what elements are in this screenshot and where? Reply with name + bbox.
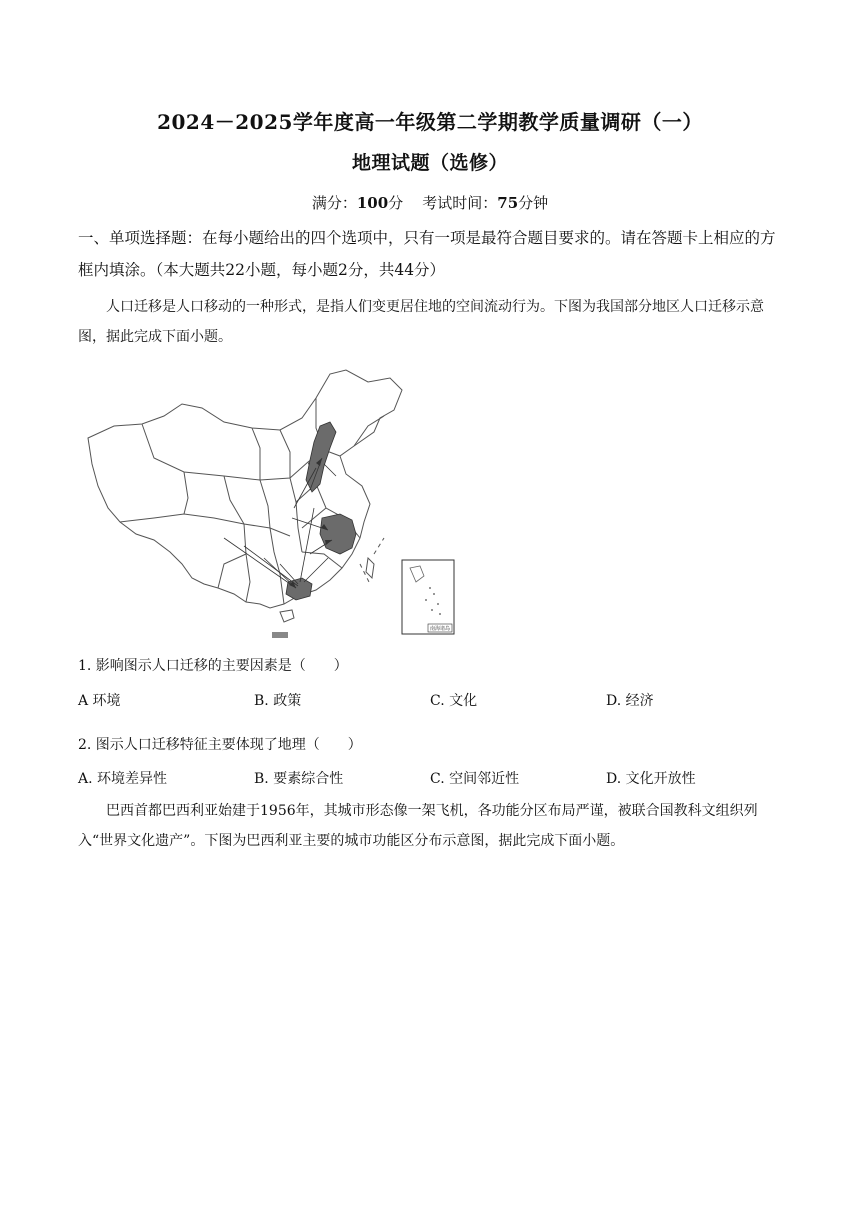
migration-arrow (224, 538, 296, 588)
exam-subtitle: 地理试题（选修） (351, 152, 508, 174)
exam-meta (0, 192, 860, 213)
option-c[interactable]: C. 文化 (430, 693, 478, 709)
china-migration-map (84, 368, 484, 640)
inset-label: 南海诸岛 (429, 626, 451, 632)
exam-title: 2024－2025学年度高一年级第二学期教学质量调研（一） (157, 110, 703, 134)
migration-arrow (304, 558, 328, 582)
south-china-sea-inset (402, 560, 454, 634)
china-outline (88, 370, 402, 608)
option-c[interactable]: C. 空间邻近性 (430, 771, 520, 787)
time-label: 考试时间： (422, 194, 498, 212)
question-2-stem: 2. 图示人口迁移特征主要体现了地理（ ） (78, 737, 362, 753)
option-d[interactable]: D. 经济 (606, 693, 654, 709)
option-b[interactable]: B. 政策 (254, 693, 302, 709)
time-value: 75 (497, 194, 519, 212)
migration-arrow (324, 464, 336, 476)
option-d[interactable]: D. 文化开放性 (606, 771, 696, 787)
time-unit: 分钟 (518, 194, 549, 212)
option-a[interactable]: A. 环境差异性 (78, 771, 168, 787)
hainan-island (280, 610, 294, 622)
score-unit: 分 (388, 194, 404, 212)
passage-brasilia: 巴西首都巴西利亚始建于1956年，其城市形态像一架飞机，各功能分区布局严谨，被联合国教科文组织列入“世界文化遗产”。下图为巴西利亚主要的城市功能区分布示意图，据此完成下面小题。 (78, 803, 758, 849)
section-heading: 一、单项选择题：在每小题给出的四个选项中，只有一项是最符合题目要求的。请在答题卡上相应的方框内填涂。（本大题共22小题，每小题2分，共44分） (78, 229, 776, 279)
option-a[interactable]: A 环境 (78, 693, 121, 709)
region-beijing-hebei (306, 422, 336, 492)
migration-arrow (244, 546, 298, 586)
migration-arrow (300, 508, 314, 582)
region-pearl-delta (286, 578, 312, 600)
question-2-options (78, 768, 780, 788)
option-b[interactable]: B. 要素综合性 (254, 771, 344, 787)
region-yangtze-delta (320, 514, 356, 554)
question-1-stem: 1. 影响图示人口迁移的主要因素是（ ） (78, 658, 348, 674)
taiwan-island (366, 558, 374, 578)
question-1-options (78, 690, 780, 710)
passage-migration: 人口迁移是人口移动的一种形式，是指人们变更居住地的空间流动行为。下图为我国部分地区人口迁移示意图，据此完成下面小题。 (78, 299, 764, 345)
score-value: 100 (356, 194, 389, 212)
score-label: 满分： (311, 194, 357, 212)
